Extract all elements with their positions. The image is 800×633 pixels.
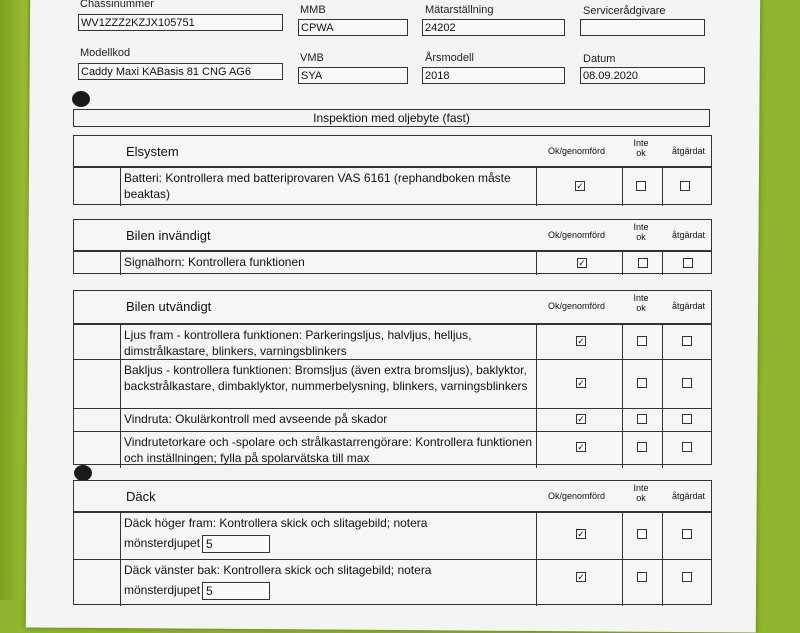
- atgardat-checkbox[interactable]: [682, 336, 692, 346]
- tread-depth-field[interactable]: 5: [202, 582, 270, 600]
- row-text: [124, 562, 534, 602]
- section-header: [74, 291, 711, 324]
- inte-ok-checkbox[interactable]: [637, 442, 647, 452]
- divider: [662, 360, 663, 408]
- col-inte-header: [631, 293, 651, 313]
- row-description: Däck höger fram: Kontrollera skick och slitagebild; notera: [124, 516, 428, 530]
- row-text: Ljus fram - kontrollera funktionen: Parkeringsljus, halvljus, helljus, dimstrålkastare, blinkers, varningsblinkers: [124, 328, 472, 358]
- divider: [662, 252, 663, 275]
- divider: [120, 560, 121, 606]
- col-ok-word: ok: [636, 303, 646, 313]
- divider: [120, 168, 121, 206]
- divider: [662, 325, 663, 359]
- inte-ok-checkbox[interactable]: [636, 181, 646, 191]
- chassis-label: Chassinummer: [80, 0, 154, 10]
- section-dack: [73, 480, 712, 605]
- col-inte-header: [631, 483, 651, 503]
- divider: [536, 360, 537, 408]
- section-title: Däck: [126, 489, 156, 504]
- vmb-field: SYA: [298, 67, 408, 84]
- divider: [622, 409, 623, 431]
- row-description: Däck vänster bak: Kontrollera skick och slitagebild; notera: [124, 563, 432, 577]
- divider: [120, 360, 121, 408]
- model-field: Caddy Maxi KABasis 81 CNG AG6: [78, 63, 283, 80]
- ok-checkbox[interactable]: ✓: [577, 336, 585, 346]
- date-label: Datum: [583, 53, 616, 65]
- col-inte-word: Inte: [633, 483, 649, 493]
- divider: [622, 513, 623, 559]
- ok-checkbox[interactable]: ✓: [576, 181, 584, 191]
- vmb-label: VMB: [300, 52, 324, 64]
- date-field: 08.09.2020: [580, 67, 705, 84]
- divider: [120, 252, 121, 275]
- divider: [662, 168, 663, 206]
- inte-ok-checkbox[interactable]: [638, 258, 648, 268]
- model-label: Modellkod: [80, 47, 131, 59]
- divider: [120, 513, 121, 559]
- measure-label: mönsterdjupet: [124, 536, 201, 550]
- ok-checkbox[interactable]: ✓: [577, 442, 585, 452]
- inte-ok-checkbox[interactable]: [637, 336, 647, 346]
- ok-checkbox[interactable]: ✓: [577, 529, 585, 539]
- year-field: 2018: [422, 67, 565, 84]
- inte-ok-checkbox[interactable]: [637, 529, 647, 539]
- col-inte-word: Inte: [633, 293, 649, 303]
- divider: [536, 168, 537, 206]
- mmb-label: MMB: [300, 4, 326, 16]
- divider: [120, 409, 121, 431]
- mmb-field: CPWA: [298, 19, 408, 36]
- col-atgardat-header: åtgärdat: [672, 301, 706, 311]
- section-header: [74, 220, 711, 251]
- row-text: Signalhorn: Kontrollera funktionen: [124, 255, 305, 269]
- table-row: [74, 251, 711, 275]
- section-title: Bilen invändigt: [126, 228, 211, 243]
- tread-depth-field[interactable]: 5: [202, 535, 270, 553]
- divider: [622, 252, 623, 275]
- divider: [536, 513, 537, 559]
- atgardat-checkbox[interactable]: [680, 181, 690, 191]
- atgardat-checkbox[interactable]: [683, 258, 693, 268]
- col-atgardat-header: åtgärdat: [672, 230, 706, 240]
- divider: [536, 252, 537, 275]
- ok-checkbox[interactable]: ✓: [578, 258, 586, 268]
- row-text: [124, 515, 534, 555]
- divider: [662, 513, 663, 559]
- section-title: Bilen utvändigt: [126, 299, 212, 314]
- divider: [662, 432, 663, 468]
- row-text: Bakljus - kontrollera funktionen: Bromsljus (även extra bromsljus), baklyktor, backstrålkastare, dimbaklyktor, nummerbelysning, blinkers, varningsblinkers: [124, 363, 528, 393]
- atgardat-checkbox[interactable]: [682, 442, 692, 452]
- row-text: Vindruta: Okulärkontroll med avseende på skador: [124, 412, 388, 426]
- row-text: Vindrutetorkare och -spolare och strålkastarrengörare: Kontrollera funktionen och inställningen; fylla på spolarvätska till max: [124, 435, 532, 465]
- col-ok-word: ok: [636, 148, 646, 158]
- inte-ok-checkbox[interactable]: [637, 414, 647, 424]
- ok-checkbox[interactable]: ✓: [577, 378, 585, 388]
- inte-ok-checkbox[interactable]: [637, 572, 647, 582]
- table-row: [74, 559, 711, 606]
- inte-ok-checkbox[interactable]: [637, 378, 647, 388]
- table-row: [74, 167, 711, 206]
- table-row: [74, 512, 711, 559]
- section-title: Elsystem: [126, 144, 179, 159]
- punch-hole: [72, 91, 90, 107]
- year-label: Årsmodell: [425, 52, 474, 64]
- col-ok-header: Ok/genomförd: [548, 230, 606, 240]
- col-ok-header: Ok/genomförd: [548, 301, 606, 311]
- divider: [120, 432, 121, 468]
- col-inte-word: Inte: [633, 222, 649, 232]
- divider: [536, 560, 537, 606]
- matar-label: Mätarställning: [425, 4, 494, 16]
- section-bilen-invandigt: [73, 219, 712, 274]
- col-atgardat-header: åtgärdat: [672, 491, 706, 501]
- atgardat-checkbox[interactable]: [682, 414, 692, 424]
- ok-checkbox[interactable]: ✓: [577, 572, 585, 582]
- atgardat-checkbox[interactable]: [682, 529, 692, 539]
- divider: [536, 325, 537, 359]
- table-row: [74, 408, 711, 431]
- divider: [120, 325, 121, 359]
- measure-label: mönsterdjupet: [124, 583, 201, 597]
- section-header: [74, 481, 711, 512]
- matar-field: 24202: [422, 19, 565, 36]
- inspection-banner: Inspektion med oljebyte (fast): [73, 109, 710, 127]
- divider: [622, 560, 623, 606]
- col-inte-header: [631, 138, 651, 158]
- table-row: [74, 431, 711, 468]
- col-ok-header: Ok/genomförd: [548, 146, 606, 156]
- background-left: [0, 0, 28, 600]
- col-inte-word: Inte: [633, 138, 649, 148]
- service-label: Servicerådgivare: [583, 5, 666, 17]
- divider: [622, 360, 623, 408]
- section-bilen-utvandigt: [73, 290, 712, 465]
- col-inte-header: [631, 222, 651, 242]
- divider: [622, 168, 623, 206]
- section-header: [74, 136, 711, 167]
- divider: [622, 325, 623, 359]
- atgardat-checkbox[interactable]: [682, 572, 692, 582]
- col-ok-word: ok: [636, 232, 646, 242]
- table-row: [74, 359, 711, 408]
- ok-checkbox[interactable]: ✓: [577, 414, 585, 424]
- divider: [622, 432, 623, 468]
- section-elsystem: [73, 135, 712, 205]
- chassis-field: WV1ZZZ2KZJX105751: [78, 14, 283, 31]
- row-text: Batteri: Kontrollera med batteriprovaren VAS 6161 (rephandboken måste beaktas): [124, 171, 511, 201]
- table-row: [74, 324, 711, 359]
- col-ok-header: Ok/genomförd: [548, 491, 606, 501]
- divider: [536, 432, 537, 468]
- divider: [536, 409, 537, 431]
- divider: [662, 560, 663, 606]
- atgardat-checkbox[interactable]: [682, 378, 692, 388]
- divider: [662, 409, 663, 431]
- col-atgardat-header: åtgärdat: [672, 146, 706, 156]
- service-field: [580, 19, 705, 36]
- col-ok-word: ok: [636, 493, 646, 503]
